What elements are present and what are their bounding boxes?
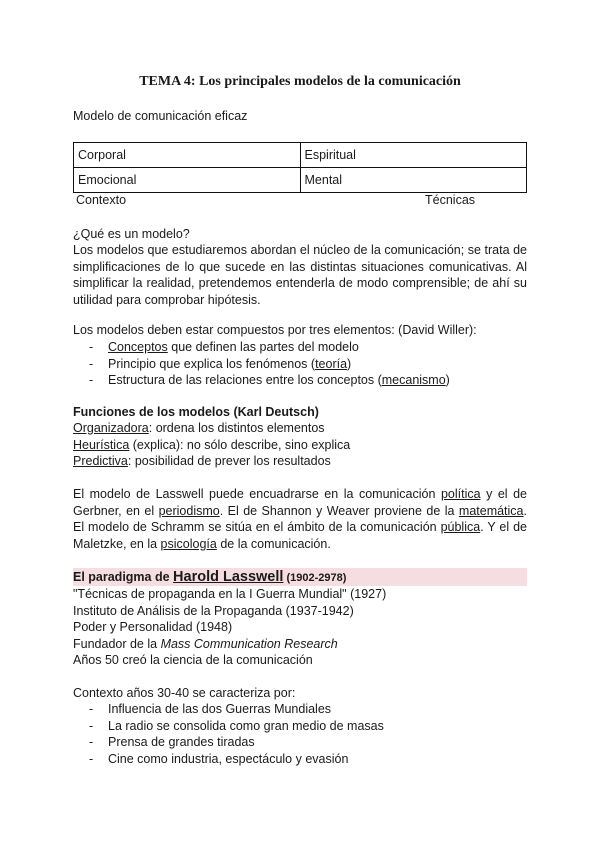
underlined-term: Predictiva	[73, 454, 128, 468]
list-item: - Cine como industria, espectáculo y evasión	[89, 751, 349, 766]
table-cell: Espiritual	[300, 143, 527, 168]
list-item: - Influencia de las dos Guerras Mundiales	[89, 702, 332, 716]
context-list	[73, 701, 384, 767]
model-table	[73, 142, 527, 193]
underlined-term: mecanismo	[381, 373, 446, 387]
context-intro: Contexto años 30-40 se caracteriza por:	[73, 686, 296, 700]
detail-line: Instituto de Análisis de la Propaganda (1937-1942)	[73, 603, 354, 618]
underlined-term: teoría	[315, 356, 348, 371]
list-item: - Conceptos que definen las partes del modelo	[89, 340, 359, 354]
lasswell-name: Harold Lasswell	[173, 569, 284, 585]
table-row	[74, 143, 527, 168]
functions-list	[73, 420, 350, 470]
paradigm-details	[73, 586, 386, 669]
page-title: TEMA 4: Los principales modelos de la comunicación	[139, 74, 461, 89]
question-heading: ¿Qué es un modelo?	[73, 227, 190, 241]
table-cell: Corporal	[74, 143, 301, 168]
list-item: - Prensa de grandes tiradas	[89, 735, 255, 749]
detail-line: Años 50 creó la ciencia de la comunicación	[73, 653, 313, 667]
list-item: Organizadora: ordena los distintos elementos	[73, 421, 325, 435]
list-item: - Principio que explica los fenómenos (teoría)	[89, 356, 352, 371]
list-item: Heurística (explica): no sólo describe, sino explica	[73, 437, 351, 452]
underlined-term: Conceptos	[108, 340, 168, 354]
detail-line: Fundador de la Mass Communication Research	[73, 636, 338, 651]
intro-paragraph: Los modelos que estudiaremos abordan el núcleo de la comunicación; se trata de simplificaciones de lo que sucede en las distintas situaciones comunicativas. Al simplificar la realidad, pretendemos entenderla de modo comprensible; de ahí su utilidad para comprobar hipótesis.	[73, 243, 527, 307]
elements-intro: Los modelos deben estar compuestos por tres elementos: (David Willer):	[73, 323, 477, 337]
underlined-term: Organizadora	[73, 421, 149, 435]
functions-heading: Funciones de los modelos (Karl Deutsch)	[73, 405, 319, 419]
list-item: - Estructura de las relaciones entre los conceptos (mecanismo)	[89, 373, 450, 387]
techniques-label: Técnicas	[425, 193, 476, 207]
table-row	[74, 168, 527, 193]
context-label: Contexto	[76, 193, 127, 207]
underlined-term: Heurística	[73, 437, 130, 452]
table-cell: Mental	[300, 168, 527, 193]
elements-list	[73, 339, 450, 389]
detail-line: "Técnicas de propaganda en la I Guerra Mundial" (1927)	[73, 587, 387, 601]
lasswell-paragraph: El modelo de Lasswell puede encuadrarse en la comunicación política y el de Gerbner, en el periodismo. El de Shannon y Weaver proviene de la matemática. El modelo de Schramm se sitúa en el ámbito de la comunicación pública. Y el de Maletzke, en la psicología de la comunicación.	[73, 487, 527, 551]
list-item: - La radio se consolida como gran medio de masas	[89, 718, 384, 733]
paradigm-heading: El paradigma de Harold Lasswell (1902-2978)	[73, 569, 347, 585]
detail-line: Poder y Personalidad (1948)	[73, 620, 233, 634]
model-heading: Modelo de comunicación eficaz	[73, 109, 248, 123]
table-cell: Emocional	[74, 168, 301, 193]
list-item: Predictiva: posibilidad de prever los resultados	[73, 454, 331, 468]
